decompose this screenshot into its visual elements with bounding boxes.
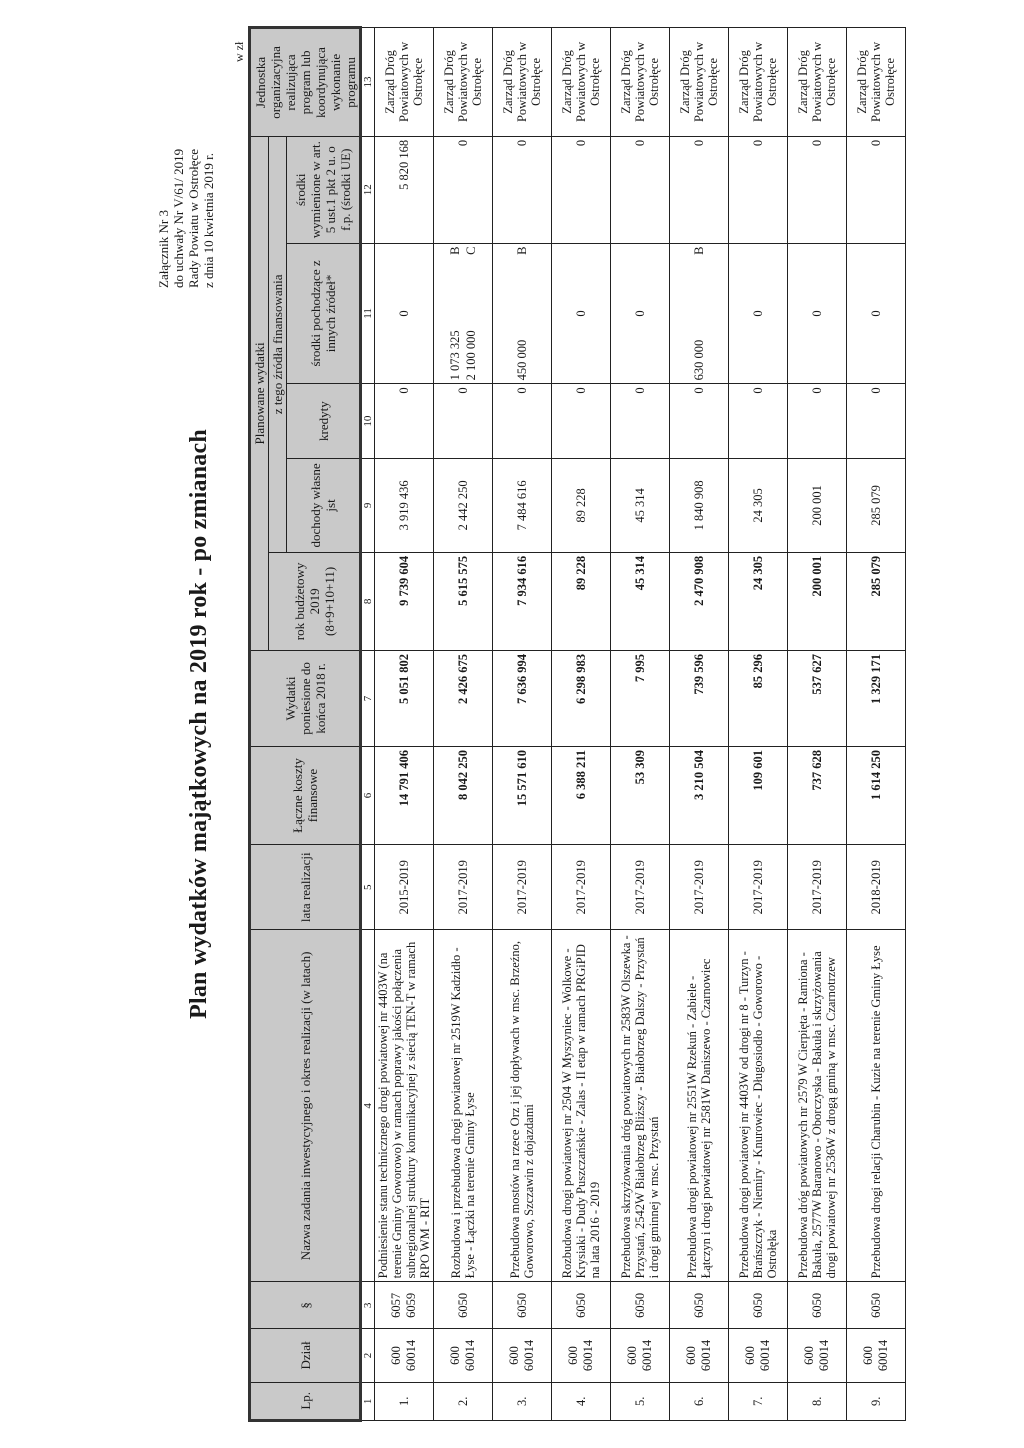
other-source-line <box>447 247 463 381</box>
row-budget-2019: 5 615 575 <box>434 552 493 650</box>
row-task-name: Rozbudowa i przebudowa drogi powiatowej nr 2519W Kadzidło - Łyse - Łączki na terenie Gminy Łyse <box>434 930 493 1282</box>
row-dzial <box>493 1329 552 1382</box>
header-sources: z tego źródła finansowania <box>269 136 287 552</box>
row-spent-2018: 739 596 <box>670 650 729 746</box>
row-paragraf-line: 6050 <box>514 1292 529 1318</box>
row-paragraf <box>788 1282 847 1329</box>
row-budget-2019: 200 001 <box>788 552 847 650</box>
row-years: 2017-2019 <box>788 845 847 930</box>
header-unit-org: Jednostka organizacyjna realizująca program lub koordynująca wykonanie programu <box>250 28 361 137</box>
row-credits: 0 <box>788 384 847 459</box>
row-dzial <box>847 1329 906 1382</box>
header-lp: Lp. <box>250 1382 361 1420</box>
table-body <box>375 28 906 1421</box>
row-dzial-line: 60014 <box>817 1339 831 1372</box>
row-lp: 6. <box>670 1382 729 1420</box>
row-budget-2019: 7 934 616 <box>493 552 552 650</box>
row-spent-2018: 6 298 983 <box>552 650 611 746</box>
row-paragraf-line: 6050 <box>455 1292 470 1318</box>
row-credits: 0 <box>670 384 729 459</box>
row-paragraf <box>847 1282 906 1329</box>
row-other-sources <box>729 243 788 384</box>
row-dzial-line: 60014 <box>404 1339 418 1372</box>
row-unit-org: Zarząd Dróg Powiatowych w Ostrołęce <box>552 28 611 137</box>
row-spent-2018: 1 329 171 <box>847 650 906 746</box>
row-dzial <box>552 1329 611 1382</box>
other-source-line <box>868 247 884 381</box>
column-number: 2 <box>361 1329 375 1382</box>
row-paragraf-line: 6050 <box>809 1292 824 1318</box>
column-numbers-row <box>361 28 375 1421</box>
column-number: 10 <box>361 384 375 459</box>
row-budget-2019: 2 470 908 <box>670 552 729 650</box>
other-source-value: 2 100 000 <box>464 330 478 381</box>
row-dzial <box>729 1329 788 1382</box>
row-spent-2018: 5 051 802 <box>375 650 434 746</box>
row-unit-org: Zarząd Dróg Powiatowych w Ostrołęce <box>847 28 906 137</box>
table-row <box>434 28 493 1421</box>
row-dzial-line: 600 <box>743 1346 757 1365</box>
other-source-mark: B <box>515 246 529 255</box>
row-unit-org: Zarząd Dróg Powiatowych w Ostrołęce <box>788 28 847 137</box>
row-dzial-line: 600 <box>566 1346 580 1365</box>
row-other-sources <box>788 243 847 384</box>
row-other-sources <box>611 243 670 384</box>
row-credits: 0 <box>847 384 906 459</box>
row-unit-org: Zarząd Dróg Powiatowych w Ostrołęce <box>611 28 670 137</box>
row-lp: 3. <box>493 1382 552 1420</box>
row-dzial <box>670 1329 729 1382</box>
row-task-name: Przebudowa drogi powiatowej nr 2551W Rzekuń - Zabiele - Łątczyn i drogi powiatowej nr 2581W Daniszewo - Czarnowiec <box>670 930 729 1282</box>
row-dzial-line: 60014 <box>699 1339 713 1372</box>
row-paragraf-line: 6050 <box>573 1292 588 1318</box>
row-spent-2018: 7 995 <box>611 650 670 746</box>
other-source-value: 0 <box>751 310 765 317</box>
row-dzial-line: 600 <box>389 1346 403 1365</box>
row-task-name: Przebudowa drogi powiatowej nr 4403W od drogi nr 8 - Turzyn - Brańszczyk - Niemiry - Knurowiec - Długosiodło - Goworowo - Ostrołęka <box>729 930 788 1282</box>
other-source-value: 0 <box>810 310 824 317</box>
row-unit-org: Zarząd Dróg Powiatowych w Ostrołęce <box>729 28 788 137</box>
row-paragraf-line: 6050 <box>632 1292 647 1318</box>
header-own-income: dochody własne jst <box>287 458 361 552</box>
row-paragraf-line: 6050 <box>691 1292 706 1318</box>
other-source-value: 630 000 <box>692 339 706 381</box>
table-row <box>611 28 670 1421</box>
other-source-line <box>463 247 479 381</box>
header-budget-year: rok budżetowy 2019 (8+9+10+11) <box>269 552 361 650</box>
row-paragraf-line: 6057 <box>389 1292 403 1318</box>
row-dzial-line: 60014 <box>876 1339 890 1372</box>
column-number: 6 <box>361 746 375 844</box>
row-paragraf <box>375 1282 434 1329</box>
row-credits: 0 <box>375 384 434 459</box>
row-own-income: 200 001 <box>788 458 847 552</box>
row-years: 2017-2019 <box>552 845 611 930</box>
table-row <box>670 28 729 1421</box>
other-source-line <box>573 247 589 381</box>
row-eu-funds: 0 <box>670 136 729 243</box>
row-years: 2017-2019 <box>611 845 670 930</box>
row-own-income: 3 919 436 <box>375 458 434 552</box>
row-budget-2019: 45 314 <box>611 552 670 650</box>
row-dzial-line: 600 <box>625 1346 639 1365</box>
row-paragraf <box>552 1282 611 1329</box>
row-paragraf-line: 6050 <box>868 1292 883 1318</box>
column-number: 12 <box>361 136 375 243</box>
row-total-cost: 15 571 610 <box>493 746 552 844</box>
column-number: 4 <box>361 930 375 1282</box>
table-row <box>375 28 434 1421</box>
header-years: lata realizacji <box>250 845 361 930</box>
row-total-cost: 6 388 211 <box>552 746 611 844</box>
row-dzial-line: 600 <box>684 1346 698 1365</box>
row-unit-org: Zarząd Dróg Powiatowych w Ostrołęce <box>375 28 434 137</box>
other-source-mark: B <box>692 246 706 255</box>
header-planned: Planowane wydatki <box>250 136 269 650</box>
row-paragraf-line: 6050 <box>750 1292 765 1318</box>
row-other-sources <box>434 243 493 384</box>
row-paragraf <box>729 1282 788 1329</box>
header-total-cost: Łączne koszty finansowe <box>250 746 361 844</box>
row-dzial <box>434 1329 493 1382</box>
row-eu-funds: 5 820 168 <box>375 136 434 243</box>
other-source-line <box>396 247 412 381</box>
row-dzial <box>611 1329 670 1382</box>
column-number: 13 <box>361 28 375 137</box>
header-dzial: Dział <box>250 1329 361 1382</box>
row-paragraf <box>670 1282 729 1329</box>
row-dzial-line: 600 <box>861 1346 875 1365</box>
other-source-value: 1 073 325 <box>448 330 462 381</box>
row-dzial-line: 60014 <box>758 1339 772 1372</box>
header-eu-funds: środki wymienione w art. 5 ust.1 pkt 2 u. o f.p. (środki UE) <box>287 136 361 243</box>
row-spent-2018: 537 627 <box>788 650 847 746</box>
row-task-name: Podniesienie stanu technicznego drogi powiatowej nr 4403W (na terenie Gminy Goworowo) w ramach poprawy jakości połączenia subregionalnej struktury komunikacyjnej z siecią TEN-T w ramach RPO WM - RIT <box>375 930 434 1282</box>
row-task-name: Przebudowa dróg powiatowych nr 2579 W Cierpięta - Ramiona - Bakuła, 2577W Baranowo - Oborczyska - Bakuła i skrzyżowania drogi powiatowej nr 2536W z drogą gminą w msc. Czarnotrzew <box>788 930 847 1282</box>
row-own-income: 45 314 <box>611 458 670 552</box>
row-lp: 8. <box>788 1382 847 1420</box>
header-task-name: Nazwa zadania inwestycyjnego i okres realizacji (w latach) <box>250 930 361 1282</box>
row-lp: 4. <box>552 1382 611 1420</box>
table-row <box>729 28 788 1421</box>
table-row <box>788 28 847 1421</box>
other-source-line <box>632 247 648 381</box>
row-paragraf-line: 6059 <box>404 1292 418 1318</box>
row-total-cost: 8 042 250 <box>434 746 493 844</box>
other-source-mark: C <box>464 246 478 255</box>
row-task-name: Przebudowa skrzyżowania dróg powiatowych nr 2583W Olszewka - Przystań, 2542W Białobrzeg Bliższy - Białobrzeg Dalszy - Przystań i drogi gminnej w msc. Przystań <box>611 930 670 1282</box>
row-years: 2018-2019 <box>847 845 906 930</box>
row-paragraf <box>434 1282 493 1329</box>
resolution-date: z dnia 10 kwietnia 2019 r. <box>201 152 216 288</box>
header-other-sources: środki pochodzące z innych źródeł* <box>287 243 361 384</box>
other-source-line <box>514 247 530 381</box>
row-own-income: 89 228 <box>552 458 611 552</box>
row-own-income: 2 442 250 <box>434 458 493 552</box>
header-spent-2018: Wydatki poniesione do końca 2018 r. <box>250 650 361 746</box>
row-years: 2017-2019 <box>729 845 788 930</box>
row-unit-org: Zarząd Dróg Powiatowych w Ostrołęce <box>434 28 493 137</box>
header-credits: kredyty <box>287 384 361 459</box>
row-dzial-line: 600 <box>507 1346 521 1365</box>
row-eu-funds: 0 <box>493 136 552 243</box>
row-years: 2015-2019 <box>375 845 434 930</box>
row-dzial <box>375 1329 434 1382</box>
row-dzial-line: 60014 <box>640 1339 654 1372</box>
row-eu-funds: 0 <box>552 136 611 243</box>
table-row <box>552 28 611 1421</box>
other-source-value: 450 000 <box>515 339 529 381</box>
row-eu-funds: 0 <box>729 136 788 243</box>
other-source-line <box>809 247 825 381</box>
row-dzial-line: 600 <box>802 1346 816 1365</box>
column-number: 7 <box>361 650 375 746</box>
row-own-income: 7 484 616 <box>493 458 552 552</box>
column-number: 8 <box>361 552 375 650</box>
attachment-number: Załącznik Nr 3 <box>156 210 171 288</box>
expenditure-table <box>248 26 906 1422</box>
row-eu-funds: 0 <box>611 136 670 243</box>
row-credits: 0 <box>493 384 552 459</box>
row-total-cost: 1 614 250 <box>847 746 906 844</box>
column-number: 5 <box>361 845 375 930</box>
row-lp: 7. <box>729 1382 788 1420</box>
row-years: 2017-2019 <box>493 845 552 930</box>
row-other-sources <box>493 243 552 384</box>
table-row <box>847 28 906 1421</box>
row-lp: 2. <box>434 1382 493 1420</box>
row-total-cost: 737 628 <box>788 746 847 844</box>
council-name: Rady Powiatu w Ostrołęce <box>186 148 201 288</box>
row-dzial <box>788 1329 847 1382</box>
row-unit-org: Zarząd Dróg Powiatowych w Ostrołęce <box>670 28 729 137</box>
row-credits: 0 <box>552 384 611 459</box>
row-dzial-line: 60014 <box>581 1339 595 1372</box>
row-budget-2019: 24 305 <box>729 552 788 650</box>
row-other-sources <box>670 243 729 384</box>
currency-unit: w zł <box>232 41 246 62</box>
row-own-income: 1 840 908 <box>670 458 729 552</box>
row-years: 2017-2019 <box>434 845 493 930</box>
row-total-cost: 53 309 <box>611 746 670 844</box>
row-other-sources <box>847 243 906 384</box>
row-credits: 0 <box>434 384 493 459</box>
row-task-name: Przebudowa mostów na rzece Orz i jej dopływach w msc. Brzeźno, Goworowo, Szczawin z dojazdami <box>493 930 552 1282</box>
column-number: 3 <box>361 1282 375 1329</box>
table-row <box>493 28 552 1421</box>
other-source-line <box>691 247 707 381</box>
row-eu-funds: 0 <box>788 136 847 243</box>
column-number: 11 <box>361 243 375 384</box>
row-task-name: Rozbudowa drogi powiatowej nr 2504 W Myszyniec - Wolkowe - Krysiaki - Dudy Puszczańskie - Zalas - II etap w ramach PRGiPID na lata 2016 - 2019 <box>552 930 611 1282</box>
column-number: 9 <box>361 458 375 552</box>
row-spent-2018: 2 426 675 <box>434 650 493 746</box>
row-budget-2019: 285 079 <box>847 552 906 650</box>
row-task-name: Przebudowa drogi relacji Charubin - Kuzie na terenie Gminy Łyse <box>847 930 906 1282</box>
row-credits: 0 <box>611 384 670 459</box>
row-total-cost: 3 210 504 <box>670 746 729 844</box>
row-paragraf <box>611 1282 670 1329</box>
row-unit-org: Zarząd Dróg Powiatowych w Ostrołęce <box>493 28 552 137</box>
row-lp: 9. <box>847 1382 906 1420</box>
row-other-sources <box>552 243 611 384</box>
row-own-income: 24 305 <box>729 458 788 552</box>
row-eu-funds: 0 <box>847 136 906 243</box>
other-source-line <box>750 247 766 381</box>
other-source-value: 0 <box>869 310 883 317</box>
row-total-cost: 14 791 406 <box>375 746 434 844</box>
row-total-cost: 109 601 <box>729 746 788 844</box>
page-title: Plan wydatków majątkowych na 2019 rok - po zmianach <box>186 429 212 1019</box>
other-source-mark: B <box>448 246 462 255</box>
row-budget-2019: 9 739 604 <box>375 552 434 650</box>
row-dzial-line: 600 <box>448 1346 462 1365</box>
row-lp: 5. <box>611 1382 670 1420</box>
row-other-sources <box>375 243 434 384</box>
row-eu-funds: 0 <box>434 136 493 243</box>
resolution-number: do uchwały Nr V/61/ 2019 <box>171 148 186 288</box>
row-paragraf <box>493 1282 552 1329</box>
row-dzial-line: 60014 <box>522 1339 536 1372</box>
row-spent-2018: 7 636 994 <box>493 650 552 746</box>
other-source-value: 0 <box>633 310 647 317</box>
row-credits: 0 <box>729 384 788 459</box>
row-budget-2019: 89 228 <box>552 552 611 650</box>
other-source-value: 0 <box>397 310 411 317</box>
other-source-value: 0 <box>574 310 588 317</box>
header-paragraf: § <box>250 1282 361 1329</box>
column-number: 1 <box>361 1382 375 1420</box>
row-dzial-line: 60014 <box>463 1339 477 1372</box>
row-years: 2017-2019 <box>670 845 729 930</box>
row-lp: 1. <box>375 1382 434 1420</box>
row-spent-2018: 85 296 <box>729 650 788 746</box>
row-own-income: 285 079 <box>847 458 906 552</box>
